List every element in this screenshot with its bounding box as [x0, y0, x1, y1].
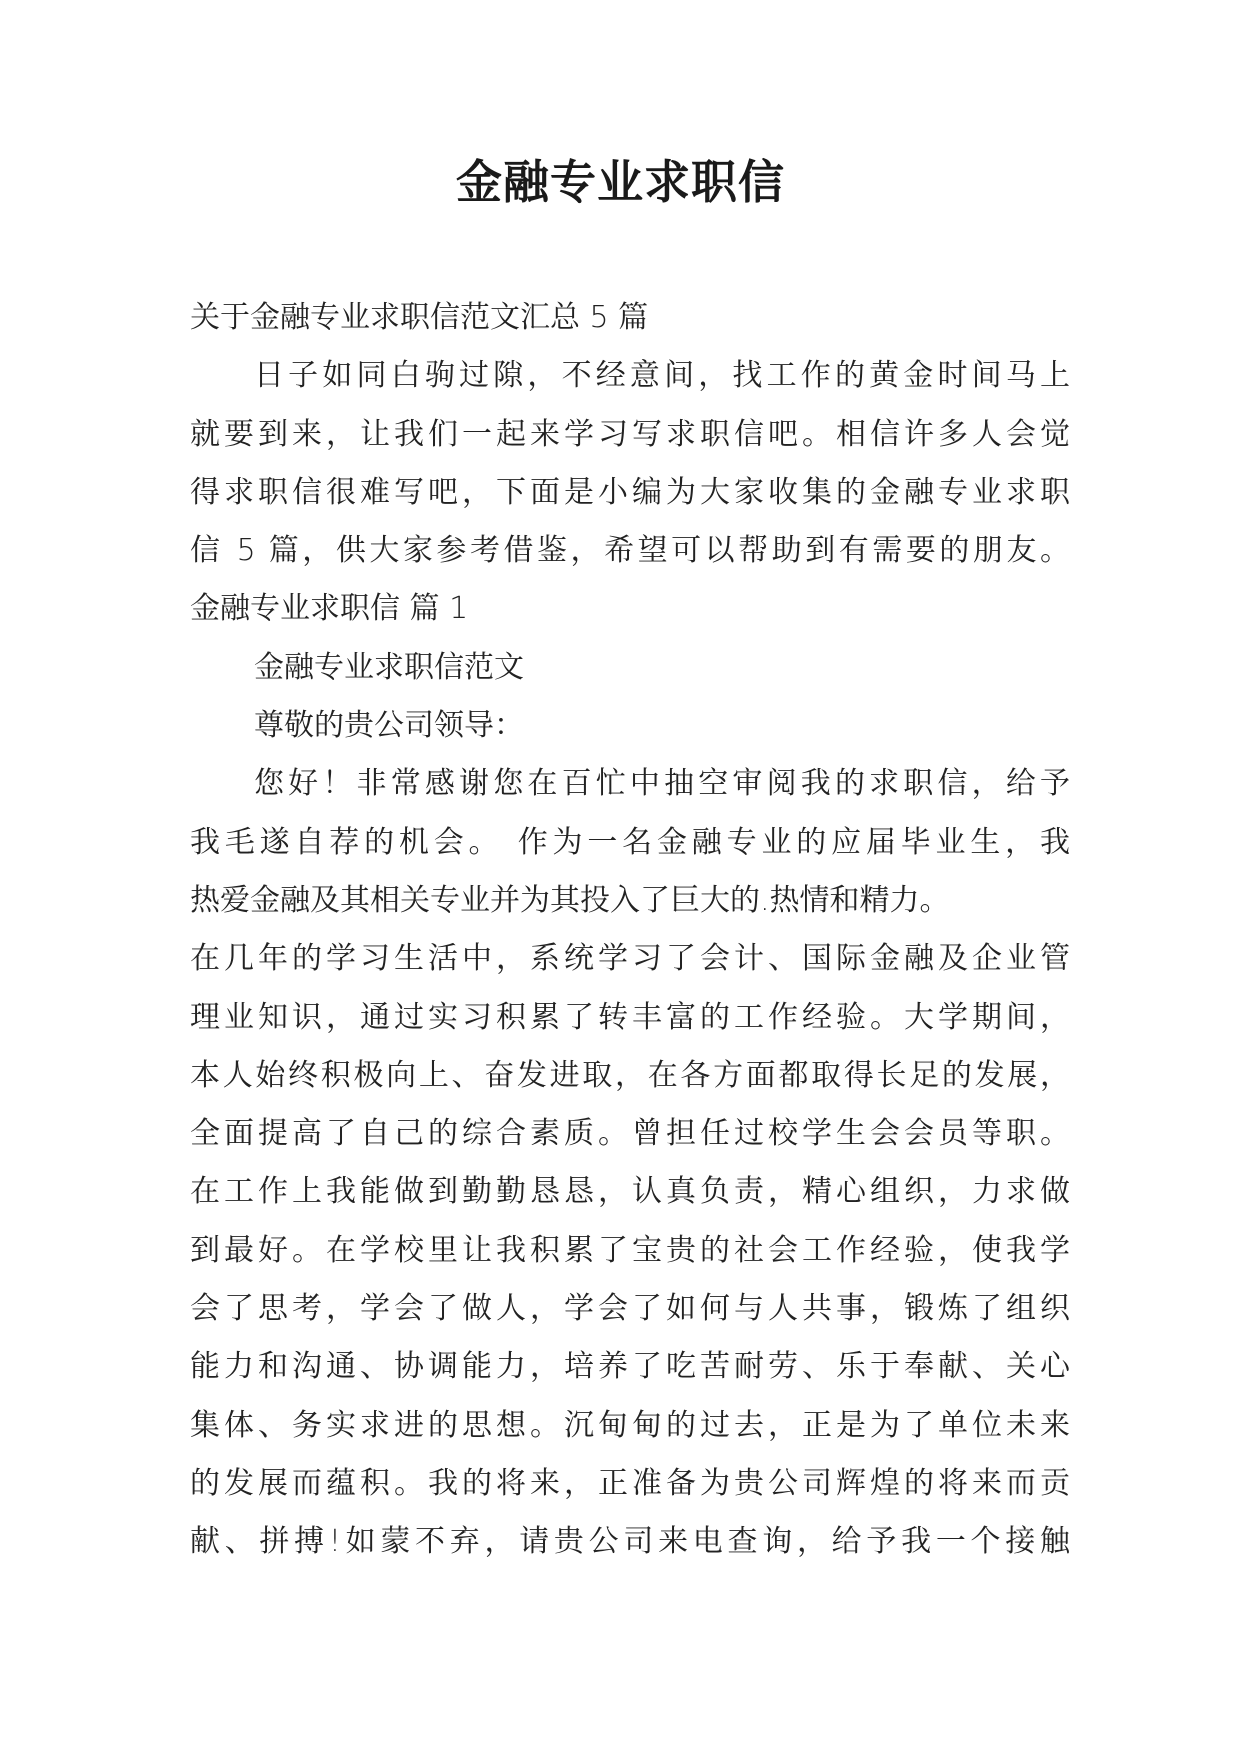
body-line: 日子如同白驹过隙，不经意间，找工作的黄金时间马上	[254, 358, 1070, 394]
body-line: 会了思考，学会了做人，学会了如何与人共事，锻炼了组织	[190, 1291, 1070, 1327]
body-line: 集体、务实求进的思想。沉甸甸的过去，正是为了单位未来	[190, 1407, 1070, 1443]
body-line: 能力和沟通、协调能力，培养了吃苦耐劳、乐于奉献、关心	[190, 1349, 1070, 1385]
body-line: 全面提高了自己的综合素质。曾担任过校学生会会员等职。	[190, 1116, 1070, 1152]
body-line: 理业知识，通过实习积累了转丰富的工作经验。大学期间，	[190, 999, 1070, 1035]
body-line: 得求职信很难写吧，下面是小编为大家收集的金融专业求职	[190, 474, 1070, 510]
body-line: 献、拼搏!如蒙不弃，请贵公司来电查询，给予我一个接触	[190, 1524, 1070, 1560]
body-line: 金融专业求职信 篇 1	[190, 591, 469, 627]
body-line: 尊敬的贵公司领导：	[254, 708, 524, 744]
body-line: 的发展而蕴积。我的将来，正准备为贵公司辉煌的将来而贡	[190, 1465, 1070, 1501]
document-title: 金融专业求职信	[456, 155, 785, 209]
document-body	[190, 289, 1070, 1572]
body-line: 金融专业求职信范文	[254, 649, 524, 685]
body-line: 在几年的学习生活中，系统学习了会计、国际金融及企业管	[190, 941, 1070, 977]
body-line: 关于金融专业求职信范文汇总 5 篇	[190, 300, 649, 335]
body-line: 信 5 篇，供大家参考借鉴，希望可以帮助到有需要的朋友。	[190, 533, 1070, 569]
body-line: 到最好。在学校里让我积累了宝贵的社会工作经验，使我学	[190, 1232, 1070, 1268]
body-line: 就要到来，让我们一起来学习写求职信吧。相信许多人会觉	[190, 416, 1070, 452]
body-line: 我毛遂自荐的机会。 作为一名金融专业的应届毕业生，我	[190, 824, 1070, 860]
body-line: 热爱金融及其相关专业并为其投入了巨大的.热情和精力。	[190, 882, 950, 918]
body-line: 本人始终积极向上、奋发进取，在各方面都取得长足的发展，	[190, 1057, 1070, 1093]
body-line: 您好！非常感谢您在百忙中抽空审阅我的求职信，给予	[254, 766, 1070, 802]
body-line: 在工作上我能做到勤勤恳恳，认真负责，精心组织，力求做	[190, 1174, 1070, 1210]
